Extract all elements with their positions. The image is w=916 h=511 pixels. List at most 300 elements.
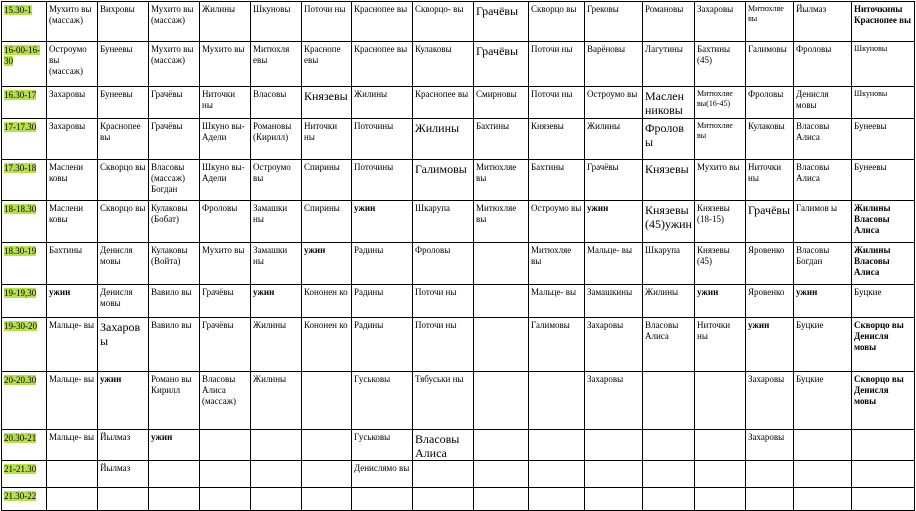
schedule-entry: Шкуновы xyxy=(854,44,888,53)
schedule-cell xyxy=(585,461,643,488)
schedule-cell xyxy=(413,87,474,119)
schedule-entry: Захаровы xyxy=(49,89,86,99)
schedule-cell xyxy=(585,243,643,285)
schedule-cell xyxy=(352,318,413,372)
schedule-cell xyxy=(585,42,643,87)
schedule-entry: Жилины Власовы Алиса xyxy=(854,245,891,277)
schedule-entry: Захаровы xyxy=(748,432,785,442)
schedule-entry: Власовы Алиса (массаж) xyxy=(202,374,236,406)
schedule-entry: Краснопее вы xyxy=(415,89,469,99)
schedule-cell xyxy=(794,488,852,511)
schedule-cell xyxy=(529,42,585,87)
schedule-entry: Бахтины (45) xyxy=(697,44,731,65)
schedule-cell xyxy=(251,119,302,160)
schedule-cell xyxy=(585,87,643,119)
schedule-cell xyxy=(474,243,529,285)
schedule-entry: Буцкие xyxy=(796,374,824,384)
schedule-cell xyxy=(302,42,352,87)
schedule-cell xyxy=(413,430,474,461)
schedule-entry: Гуськовы xyxy=(354,374,391,384)
schedule-entry: Радины xyxy=(354,320,384,330)
schedule-entry: Бахтины xyxy=(531,162,565,172)
schedule-entry: Лагутины xyxy=(645,44,683,54)
schedule-cell xyxy=(149,318,200,372)
schedule-entry: ужин xyxy=(49,287,71,297)
schedule-cell xyxy=(474,87,529,119)
time-slot-label: 19-30-20 xyxy=(4,321,37,331)
schedule-cell xyxy=(852,285,915,318)
schedule-entry: Поточи ны xyxy=(531,89,573,99)
schedule-cell xyxy=(413,42,474,87)
schedule-cell xyxy=(474,461,529,488)
schedule-entry: Краснопее вы xyxy=(354,44,408,54)
time-slot-cell xyxy=(2,2,47,42)
schedule-entry: Захаровы xyxy=(587,320,624,330)
schedule-cell xyxy=(474,430,529,461)
schedule-cell xyxy=(529,372,585,430)
time-slot-cell xyxy=(2,461,47,488)
schedule-entry: Яровенко xyxy=(748,287,785,297)
schedule-row xyxy=(2,285,915,318)
schedule-cell xyxy=(352,2,413,42)
schedule-cell xyxy=(47,461,98,488)
schedule-entry: Мухито вы (массаж) xyxy=(49,4,92,25)
time-slot-label: 16-00-16-30 xyxy=(4,45,40,66)
schedule-cell xyxy=(302,201,352,243)
schedule-entry: Романовы (Кирилл) xyxy=(253,121,292,142)
schedule-cell xyxy=(852,430,915,461)
schedule-entry: Митюхляе вы xyxy=(476,203,517,224)
schedule-cell xyxy=(98,488,149,511)
schedule-entry: Жилины Власовы Алиса xyxy=(854,203,891,235)
schedule-entry: Ниточки ны xyxy=(697,320,731,341)
schedule-entry: Бунеевы xyxy=(100,44,133,54)
schedule-entry: Жилины xyxy=(587,121,621,131)
schedule-entry: Денисля мовы xyxy=(100,287,133,308)
schedule-cell xyxy=(746,243,794,285)
schedule-cell xyxy=(794,318,852,372)
schedule-cell xyxy=(200,160,251,201)
schedule-cell xyxy=(251,201,302,243)
schedule-cell xyxy=(413,318,474,372)
schedule-cell xyxy=(200,119,251,160)
schedule-entry: Галимовы xyxy=(531,320,570,330)
schedule-entry: Шкарупа xyxy=(415,203,451,213)
schedule-entry: Власовы xyxy=(253,89,287,99)
schedule-cell xyxy=(302,430,352,461)
schedule-cell xyxy=(413,119,474,160)
schedule-entry: Шкуно вы-Адели xyxy=(202,121,245,142)
schedule-cell xyxy=(746,160,794,201)
schedule-cell xyxy=(352,119,413,160)
schedule-entry: Краснопее вы xyxy=(100,121,141,142)
schedule-cell xyxy=(529,201,585,243)
schedule-entry: Кулаковы (Бобат) xyxy=(151,203,188,224)
schedule-cell xyxy=(98,119,149,160)
schedule-row xyxy=(2,372,915,430)
schedule-entry: Маслен никовы xyxy=(645,89,685,117)
time-slot-cell xyxy=(2,318,47,372)
schedule-cell xyxy=(149,201,200,243)
schedule-entry: Остроумо вы xyxy=(253,162,291,183)
schedule-cell xyxy=(585,285,643,318)
schedule-cell xyxy=(794,201,852,243)
schedule-entry: Митюхляе вы xyxy=(697,121,733,140)
schedule-cell xyxy=(746,285,794,318)
schedule-cell xyxy=(695,318,746,372)
schedule-entry: Грачёвы xyxy=(476,4,519,18)
schedule-cell xyxy=(794,119,852,160)
schedule-entry: Денисля мовы xyxy=(796,89,829,110)
schedule-cell xyxy=(47,160,98,201)
schedule-cell xyxy=(413,488,474,511)
time-slot-cell xyxy=(2,87,47,119)
schedule-cell xyxy=(585,488,643,511)
time-slot-cell xyxy=(2,201,47,243)
schedule-cell xyxy=(149,285,200,318)
schedule-entry: Яровенко xyxy=(748,245,785,255)
schedule-cell xyxy=(695,285,746,318)
schedule-entry: Краснопе евы xyxy=(304,44,341,65)
schedule-entry: Кулаковы xyxy=(415,44,452,54)
schedule-entry: Захаровы xyxy=(697,4,734,14)
time-slot-label: 20-20.30 xyxy=(4,375,37,385)
schedule-cell xyxy=(413,160,474,201)
schedule-cell xyxy=(302,318,352,372)
schedule-row xyxy=(2,430,915,461)
schedule-cell xyxy=(200,488,251,511)
schedule-cell xyxy=(643,430,695,461)
schedule-cell xyxy=(149,160,200,201)
schedule-cell xyxy=(746,372,794,430)
schedule-cell xyxy=(643,119,695,160)
schedule-cell xyxy=(643,488,695,511)
schedule-cell xyxy=(695,243,746,285)
schedule-cell xyxy=(529,119,585,160)
schedule-cell xyxy=(302,119,352,160)
schedule-cell xyxy=(200,461,251,488)
schedule-entry: Остроумо вы xyxy=(531,203,582,213)
schedule-cell xyxy=(695,201,746,243)
schedule-entry: Грачёвы xyxy=(202,287,234,297)
schedule-cell xyxy=(474,160,529,201)
schedule-cell xyxy=(149,243,200,285)
schedule-cell xyxy=(352,243,413,285)
schedule-cell xyxy=(200,318,251,372)
schedule-entry: Захаровы xyxy=(748,374,785,384)
schedule-cell xyxy=(98,285,149,318)
schedule-cell xyxy=(47,119,98,160)
schedule-cell xyxy=(585,2,643,42)
time-slot-label: 17-17.30 xyxy=(4,122,37,132)
schedule-entry: Жилины xyxy=(202,4,236,14)
schedule-cell xyxy=(794,461,852,488)
schedule-cell xyxy=(149,42,200,87)
schedule-entry: Ниточки ны xyxy=(202,89,236,110)
schedule-entry: Романовы xyxy=(645,4,684,14)
schedule-cell xyxy=(47,42,98,87)
schedule-cell xyxy=(251,318,302,372)
schedule-cell xyxy=(47,2,98,42)
schedule-cell xyxy=(746,318,794,372)
schedule-cell xyxy=(529,461,585,488)
schedule-cell xyxy=(643,42,695,87)
schedule-entry: Князевы xyxy=(531,121,564,131)
schedule-cell xyxy=(852,160,915,201)
time-slot-cell xyxy=(2,243,47,285)
schedule-entry: Бунеевы xyxy=(100,89,133,99)
time-slot-cell xyxy=(2,488,47,511)
schedule-cell xyxy=(794,2,852,42)
schedule-cell xyxy=(149,461,200,488)
schedule-cell xyxy=(695,160,746,201)
schedule-cell xyxy=(98,372,149,430)
schedule-entry: Ниточкины Краснопее вы xyxy=(854,4,912,25)
schedule-entry: Грачёвы xyxy=(202,320,234,330)
schedule-entry: Фроловы xyxy=(202,203,238,213)
time-slot-cell xyxy=(2,285,47,318)
schedule-cell xyxy=(474,372,529,430)
schedule-entry: Мухито вы (массаж) xyxy=(151,4,194,25)
schedule-entry: Галимов ы xyxy=(796,203,838,213)
schedule-cell xyxy=(200,201,251,243)
schedule-cell xyxy=(852,42,915,87)
schedule-entry: Вавило вы xyxy=(151,320,192,330)
schedule-cell xyxy=(585,201,643,243)
schedule-row xyxy=(2,243,915,285)
schedule-entry: ужин xyxy=(253,287,275,297)
schedule-cell xyxy=(302,243,352,285)
schedule-cell xyxy=(352,160,413,201)
schedule-cell xyxy=(643,318,695,372)
schedule-entry: Митюхляе вы xyxy=(748,4,784,23)
schedule-cell xyxy=(200,430,251,461)
schedule-cell xyxy=(474,2,529,42)
schedule-entry: Власовы Алиса xyxy=(415,432,460,460)
schedule-cell xyxy=(585,119,643,160)
schedule-cell xyxy=(413,2,474,42)
schedule-cell xyxy=(585,372,643,430)
schedule-cell xyxy=(852,119,915,160)
schedule-entry: Фроловы xyxy=(645,121,684,149)
time-slot-label: 17.30-18 xyxy=(4,163,37,173)
schedule-row xyxy=(2,87,915,119)
schedule-entry: Митюхляе вы xyxy=(531,245,572,266)
schedule-cell xyxy=(529,2,585,42)
schedule-cell xyxy=(251,372,302,430)
schedule-row xyxy=(2,2,915,42)
schedule-entry: Краснопее вы xyxy=(354,4,408,14)
schedule-entry: Жилины xyxy=(253,320,287,330)
schedule-entry: Власовы Алиса xyxy=(796,162,830,183)
schedule-cell xyxy=(746,87,794,119)
schedule-cell xyxy=(352,87,413,119)
schedule-cell xyxy=(98,2,149,42)
time-slot-label: 21-21.30 xyxy=(4,464,37,474)
schedule-cell xyxy=(695,2,746,42)
schedule-entry: Власовы (массаж) Богдан xyxy=(151,162,185,194)
schedule-entry: Буцкие xyxy=(796,320,824,330)
schedule-entry: Князевы (45)ужин xyxy=(645,203,692,231)
schedule-cell xyxy=(149,87,200,119)
schedule-entry: Мальце- вы xyxy=(531,287,577,297)
schedule-entry: Мухито вы xyxy=(697,162,740,172)
schedule-entry: Спирины xyxy=(304,203,340,213)
schedule-cell xyxy=(149,430,200,461)
schedule-cell xyxy=(746,2,794,42)
schedule-entry: Митюхля евы xyxy=(253,44,290,65)
schedule-cell xyxy=(794,87,852,119)
schedule-cell xyxy=(47,488,98,511)
schedule-cell xyxy=(98,201,149,243)
schedule-entry: Власовы Богдан xyxy=(796,245,830,266)
schedule-entry: Денисля мовы xyxy=(100,245,133,266)
time-slot-label: 15.30-1 xyxy=(4,5,32,15)
schedule-cell xyxy=(413,461,474,488)
schedule-row xyxy=(2,488,915,511)
schedule-entry: Грековы xyxy=(587,4,619,14)
schedule-cell xyxy=(251,488,302,511)
schedule-cell xyxy=(251,2,302,42)
schedule-cell xyxy=(352,372,413,430)
schedule-entry: Грачёвы xyxy=(476,44,519,58)
schedule-cell xyxy=(643,372,695,430)
schedule-entry: ужин xyxy=(796,287,818,297)
schedule-entry: ужин xyxy=(354,203,376,213)
schedule-cell xyxy=(352,201,413,243)
schedule-entry: Мальце- вы xyxy=(49,432,95,442)
schedule-entry: Мальце- вы xyxy=(49,374,95,384)
schedule-entry: Власовы Алиса xyxy=(645,320,679,341)
schedule-cell xyxy=(695,42,746,87)
schedule-cell xyxy=(529,87,585,119)
schedule-entry: ужин xyxy=(304,245,326,255)
schedule-cell xyxy=(251,87,302,119)
schedule-entry: Князевы xyxy=(304,89,348,103)
schedule-cell xyxy=(474,201,529,243)
schedule-entry: Йылмаз xyxy=(100,432,131,442)
schedule-entry: Шкарупа xyxy=(645,245,681,255)
schedule-entry: Скворцо вы Денисля мовы xyxy=(854,374,904,406)
schedule-entry: Остроумо вы xyxy=(587,89,638,99)
schedule-entry: Романо вы Кирилл xyxy=(151,374,192,395)
schedule-cell xyxy=(98,243,149,285)
time-slot-label: 20.30-21 xyxy=(4,433,37,443)
schedule-entry: Митюхляе вы(16-45) xyxy=(697,89,733,108)
schedule-cell xyxy=(852,461,915,488)
schedule-entry: Власовы Алиса xyxy=(796,121,830,142)
schedule-cell xyxy=(302,160,352,201)
schedule-cell xyxy=(852,372,915,430)
schedule-row xyxy=(2,119,915,160)
schedule-cell xyxy=(585,160,643,201)
schedule-entry: Вавило вы xyxy=(151,287,192,297)
schedule-cell xyxy=(643,160,695,201)
schedule-cell xyxy=(302,2,352,42)
time-slot-label: 18.30-19 xyxy=(4,246,37,256)
time-slot-label: 18-18.30 xyxy=(4,204,37,214)
schedule-cell xyxy=(746,201,794,243)
schedule-cell xyxy=(529,285,585,318)
schedule-entry: Фроловы xyxy=(796,44,832,54)
schedule-entry: ужин xyxy=(151,432,173,442)
schedule-cell xyxy=(251,285,302,318)
schedule-cell xyxy=(643,243,695,285)
schedule-cell xyxy=(149,119,200,160)
time-slot-label: 19-19,30 xyxy=(4,288,37,298)
schedule-cell xyxy=(643,87,695,119)
schedule-cell xyxy=(529,488,585,511)
schedule-cell xyxy=(695,430,746,461)
schedule-entry: Митюхляе вы xyxy=(476,162,517,183)
schedule-entry: Галимовы xyxy=(415,162,467,176)
schedule-cell xyxy=(200,372,251,430)
schedule-entry: Гуськовы xyxy=(354,432,391,442)
schedule-entry: Поточины xyxy=(354,121,394,131)
schedule-cell xyxy=(302,87,352,119)
schedule-entry: Маслени ковы xyxy=(49,203,84,224)
schedule-cell xyxy=(98,160,149,201)
schedule-entry: Бахтины xyxy=(476,121,510,131)
schedule-cell xyxy=(695,461,746,488)
schedule-entry: Шкуно вы-Адели xyxy=(202,162,245,183)
schedule-cell xyxy=(302,461,352,488)
schedule-entry: ужин xyxy=(100,374,122,384)
schedule-cell xyxy=(474,285,529,318)
schedule-cell xyxy=(200,243,251,285)
schedule-cell xyxy=(352,285,413,318)
schedule-cell xyxy=(200,2,251,42)
schedule-cell xyxy=(302,285,352,318)
schedule-entry: Йылмаз xyxy=(100,463,131,473)
schedule-cell xyxy=(413,372,474,430)
schedule-cell xyxy=(251,243,302,285)
schedule-cell xyxy=(200,285,251,318)
schedule-entry: Грачёвы xyxy=(587,162,619,172)
schedule-cell xyxy=(352,488,413,511)
schedule-cell xyxy=(251,461,302,488)
schedule-entry: Фроловы xyxy=(748,89,784,99)
schedule-entry: Варёновы xyxy=(587,44,626,54)
schedule-cell xyxy=(794,243,852,285)
schedule-entry: Поточи ны xyxy=(415,320,457,330)
schedule-cell xyxy=(746,430,794,461)
schedule-entry: Бунеевы xyxy=(854,162,887,172)
schedule-entry: Скворцо вы Денисля мовы xyxy=(854,320,904,352)
schedule-entry: Замашки ны xyxy=(253,245,288,266)
schedule-cell xyxy=(695,488,746,511)
schedule-entry: Мальце- вы xyxy=(587,245,633,255)
schedule-cell xyxy=(98,461,149,488)
time-slot-cell xyxy=(2,372,47,430)
schedule-entry: Остроумо вы (массаж) xyxy=(49,44,87,76)
schedule-cell xyxy=(474,42,529,87)
time-slot-label: 16.30-17 xyxy=(4,90,37,100)
schedule-cell xyxy=(302,488,352,511)
schedule-entry: Поточины xyxy=(354,162,394,172)
time-slot-label: 21.30-22 xyxy=(4,491,37,501)
schedule-row xyxy=(2,201,915,243)
time-slot-cell xyxy=(2,160,47,201)
schedule-cell xyxy=(302,372,352,430)
schedule-entry: Ниточки ны xyxy=(748,162,782,183)
schedule-wrapper xyxy=(1,1,915,511)
schedule-cell xyxy=(149,2,200,42)
schedule-cell xyxy=(474,318,529,372)
schedule-cell xyxy=(413,243,474,285)
schedule-entry: Князевы (45) xyxy=(697,245,730,266)
schedule-cell xyxy=(47,372,98,430)
